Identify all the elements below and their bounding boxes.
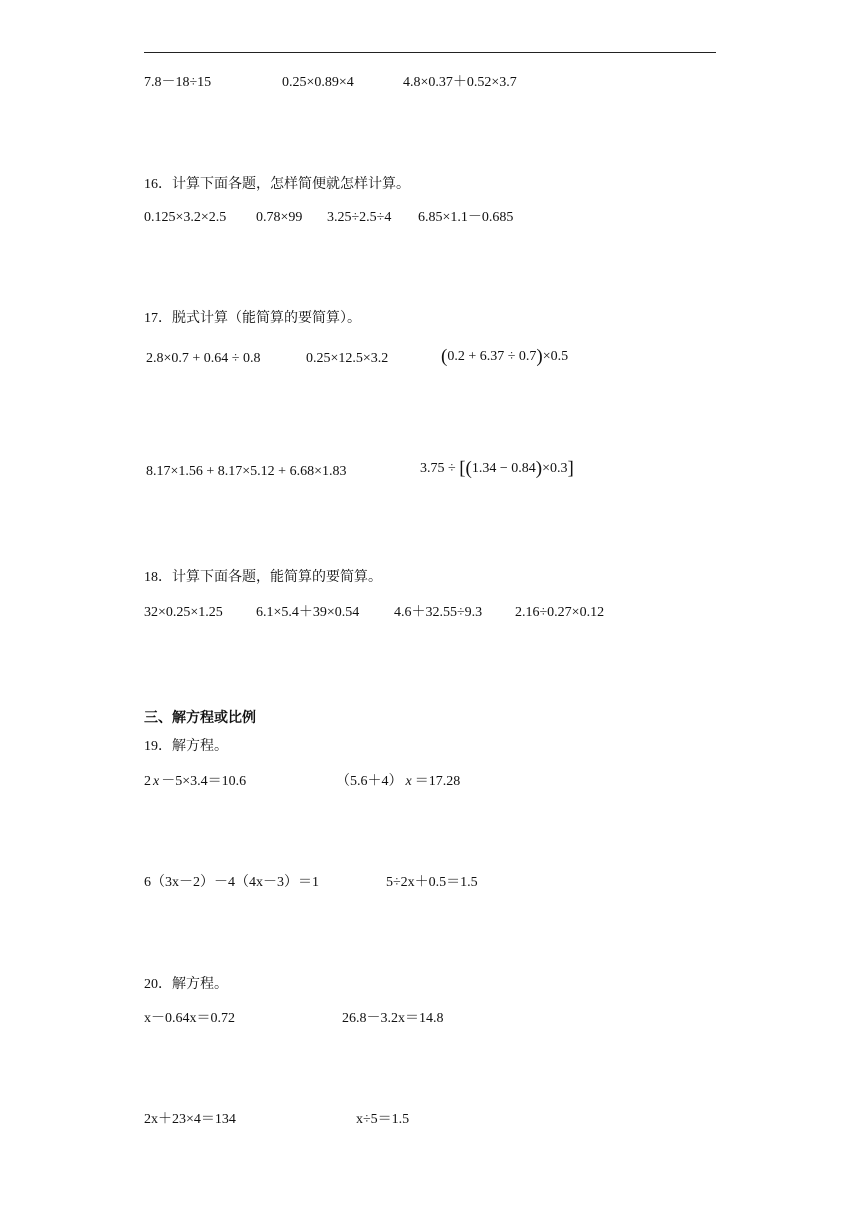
question-20-title: 20．解方程。 — [144, 977, 228, 992]
equation — [336, 773, 460, 791]
question-16-title: 16．计算下面各题，怎样简便就怎样计算。 — [144, 177, 410, 192]
equation: 5÷2x＋0.5＝1.5 — [386, 875, 478, 890]
open-paren: ( — [441, 346, 448, 367]
expression-head: 3.75 ÷ — [420, 461, 460, 476]
equation-part: （5.6＋4） — [336, 774, 403, 789]
question-18-title: 18．计算下面各题，能简算的要简算。 — [144, 570, 382, 585]
expression-tail: ×0.5 — [542, 349, 569, 364]
expression: 4.6＋32.55÷9.3 — [394, 605, 483, 620]
expression: 6.1×5.4＋39×0.54 — [256, 605, 360, 620]
expression: 0.78×99 — [256, 210, 303, 225]
expression-tail: ×0.3 — [542, 461, 568, 476]
close-paren: ) — [536, 346, 543, 367]
expression-bracketed — [420, 460, 574, 478]
expression: 0.25×12.5×3.2 — [306, 351, 389, 366]
expression: 32×0.25×1.25 — [144, 605, 223, 620]
equation-part: －5×3.4＝10.6 — [161, 774, 247, 789]
question-17-title: 17．脱式计算（能简算的要简算）。 — [144, 311, 361, 326]
equation: 2x＋23×4＝134 — [144, 1112, 236, 1127]
open-paren: ( — [465, 458, 472, 479]
variable: x — [153, 774, 160, 789]
expression: 2.8×0.7 + 0.64 ÷ 0.8 — [146, 351, 261, 366]
expression-parenthesized — [441, 348, 568, 366]
variable: x — [405, 774, 412, 789]
expression: 2.16÷0.27×0.12 — [515, 605, 605, 620]
equation — [144, 773, 246, 791]
expression-inner: 1.34 − 0.84 — [471, 461, 536, 476]
expression: 4.8×0.37＋0.52×3.7 — [403, 75, 517, 90]
section-heading: 三、解方程或比例 — [144, 711, 256, 726]
close-paren: ) — [535, 458, 543, 479]
equation-part: ＝17.28 — [414, 774, 461, 789]
equation: 6（3x－2）－4（4x－3）＝1 — [144, 875, 319, 890]
expression-inner: 0.2 + 6.37 ÷ 0.7 — [447, 349, 537, 364]
expression: 8.17×1.56 + 8.17×5.12 + 6.68×1.83 — [146, 464, 347, 479]
close-bracket: ] — [567, 458, 574, 479]
equation: x－0.64x＝0.72 — [144, 1011, 235, 1026]
expression: 0.125×3.2×2.5 — [144, 210, 227, 225]
question-19-title: 19．解方程。 — [144, 739, 228, 754]
expression: 3.25÷2.5÷4 — [327, 210, 392, 225]
header-rule — [144, 52, 716, 53]
equation-part: 2 — [144, 774, 151, 789]
equation: 26.8－3.2x＝14.8 — [342, 1011, 444, 1026]
equation: x÷5＝1.5 — [356, 1112, 410, 1127]
expression: 7.8－18÷15 — [144, 75, 212, 90]
expression: 0.25×0.89×4 — [282, 75, 354, 90]
expression: 6.85×1.1－0.685 — [418, 210, 514, 225]
open-bracket: [ — [459, 458, 466, 479]
